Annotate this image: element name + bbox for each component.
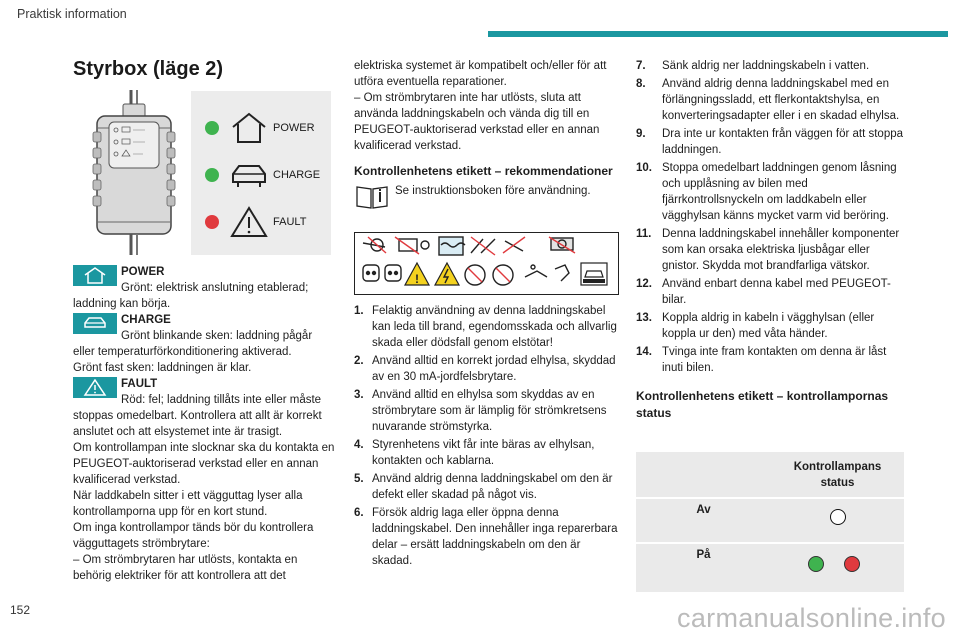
- rec-list-part-1: [354, 303, 622, 571]
- power-item: [73, 264, 335, 312]
- power-icon-box: [73, 265, 117, 286]
- vehicle-only-icon: [581, 263, 607, 285]
- lamp-off-icon: [830, 509, 846, 525]
- no-water-icon: [439, 237, 465, 255]
- no-adapter-icon: [549, 237, 575, 253]
- fault-text: Röd: fel; laddning tillåts inte eller måste stoppas omedelbart. Kontrollera att allt är korrekt anslutet och att elsystemet inte är trasigt.: [73, 394, 322, 438]
- no-damaged-cable-icon: [471, 237, 495, 255]
- instruction-book-icon: [354, 183, 390, 209]
- list-item: 12. Använd enbart denna kabel med PEUGEOT-bilar.: [636, 278, 891, 306]
- lamp-red-icon: [844, 556, 860, 572]
- recommendation-list-continued: [636, 58, 904, 376]
- no-extension-icon: [363, 237, 386, 253]
- power-label: POWER: [121, 266, 165, 278]
- warning-symbols-label: [354, 232, 619, 295]
- legend-label-fault: FAULT: [273, 216, 307, 228]
- list-item: 5. Använd aldrig denna laddningskabel om den är defekt eller skadad på något vis.: [354, 473, 613, 501]
- list-item: 11. Denna laddningskabel innehåller komponenter som kan orsaka elektriska ljusbågar eller gnistor. Skydda mot brandfarliga vätskor.: [636, 228, 900, 272]
- row-label-pa: På: [696, 549, 711, 561]
- col1-text: [73, 264, 335, 584]
- col1-para-3: Om inga kontrollampor tänds bör du kontrollera vägguttagets strömbrytare:: [73, 522, 314, 550]
- hand-icon: [555, 265, 569, 281]
- warning-triangle-icon: [229, 205, 269, 239]
- recommendation-list: [354, 303, 622, 569]
- car-icon: [83, 315, 107, 332]
- no-open-icon: [465, 265, 485, 285]
- status-led-red: [205, 215, 219, 229]
- rec-subheading: Kontrollenhetens etikett – rekommendationer: [354, 164, 613, 178]
- socket-icon: [363, 265, 379, 281]
- power-text: Grönt: elektrisk anslutning etablerad; laddning kan börja.: [73, 282, 309, 310]
- col2-cont-2: – Om strömbrytaren inte har utlösts, sluta att använda laddningskabeln och vända dig till en PEUGEOT-auktoriserad verkstad eller en annan kvalificerad verkstad.: [354, 92, 600, 152]
- no-multiplug-icon: [395, 237, 429, 254]
- list-item: 1. Felaktig användning av denna laddningskabel kan leda till brand, egendomsskada och allvarlig skada eller dödsfall genom elstötar!: [354, 305, 617, 349]
- table-row: [636, 544, 904, 594]
- col1-para-2: När laddkabeln sitter i ett vägguttag lyser alla kontrollamporna upp för en kort stund.: [73, 490, 303, 518]
- list-item: 3. Använd alltid en elhylsa som skyddas av en strömbrytare som är lämplig för strömkretsens nuvarande strömstyrka.: [354, 389, 607, 433]
- status-led-green: [205, 168, 219, 182]
- page-number: 152: [10, 603, 31, 617]
- row-label-av: Av: [696, 504, 711, 516]
- col1-para-4: – Om strömbrytaren har utlösts, kontakta en behörig elektriker för att kontrollera att det: [73, 554, 298, 582]
- lamp-green-icon: [808, 556, 824, 572]
- charge-label: CHARGE: [121, 314, 171, 326]
- list-item: 6. Försök aldrig laga eller öppna denna laddningskabel. Den innehåller inga reparerbara delar – ersätt laddningskabeln om den är skadad.: [354, 507, 618, 567]
- header-title: Praktisk information: [17, 7, 127, 21]
- charge-item: [73, 312, 335, 376]
- col2-intro: [354, 58, 622, 209]
- watermark: carmanualsonline.info: [677, 603, 946, 633]
- table-row: [636, 499, 904, 544]
- no-wet-hands-icon: [525, 265, 547, 277]
- svg-text:!: !: [415, 272, 419, 286]
- list-item: 7. Sänk aldrig ner laddningskabeln i vatten.: [636, 60, 870, 72]
- fault-label: FAULT: [121, 378, 158, 390]
- warning-triangle-icon: [83, 379, 107, 396]
- list-item: 9. Dra inte ur kontakten från väggen för att stoppa laddningen.: [636, 128, 904, 156]
- charge-text-2: Grönt fast sken: laddningen är klar.: [73, 362, 252, 374]
- warning-symbols: [355, 233, 618, 294]
- control-box-illustration: [87, 90, 183, 255]
- section-title: Styrbox (läge 2): [73, 58, 224, 80]
- legend-label-charge: CHARGE: [273, 169, 321, 181]
- electric-hazard-icon: [435, 263, 459, 285]
- rec-list-part-2: [636, 58, 904, 422]
- control-box-figure: [87, 90, 331, 255]
- col1-para-1: Om kontrollampan inte slocknar ska du kontakta en PEUGEOT-auktoriserad verkstad eller en annan kvalificerad verkstad.: [73, 442, 335, 486]
- charge-text: Grönt blinkande sken: laddning pågår eller temperaturförkonditionering aktiverad.: [73, 330, 313, 358]
- table-header-status: Kontrollampans status: [793, 461, 882, 489]
- legend-label-power: POWER: [273, 122, 315, 134]
- list-item: 10. Stoppa omedelbart laddningen genom låsning och upplåsning av bilen med fjärrkontrollsnyckeln om laddkabeln eller vägghylsan känns mycket varm vid beröring.: [636, 162, 897, 222]
- status-subheading: Kontrollenhetens etikett – kontrollampornas status: [636, 389, 889, 420]
- header-accent-bar: [488, 31, 948, 37]
- list-item: 14. Tvinga inte fram kontakten om denna är låst inuti bilen.: [636, 346, 887, 374]
- list-item: 13. Koppla aldrig in kabeln i vägghylsan (eller koppla ur den) med våta händer.: [636, 312, 875, 340]
- lamp-status-table: [636, 452, 904, 594]
- legend-row-power: [191, 109, 331, 149]
- list-item: 4. Styrenhetens vikt får inte bäras av elhylsan, kontakten och kablarna.: [354, 439, 595, 467]
- fault-icon-box: [73, 377, 117, 398]
- no-plug-pull-icon: [503, 237, 525, 253]
- house-icon: [229, 111, 269, 145]
- car-icon: [229, 158, 269, 192]
- warning-triangle-icon: [405, 263, 429, 286]
- status-legend: [191, 91, 331, 255]
- list-item: 8. Använd aldrig denna laddningskabel med en förlängningssladd, ett flerkontaktshylsa, en konverteringsadapter eller i en skadad elhylsa.: [636, 78, 900, 122]
- no-repair-icon: [493, 265, 513, 285]
- socket-icon: [385, 265, 401, 281]
- col2-cont-1: elektriska systemet är kompatibelt och/eller för att utföra eventuella reparationer.: [354, 60, 607, 88]
- table-header-row: [636, 452, 904, 499]
- list-item: 2. Använd alltid en korrekt jordad elhylsa, skyddad av en 30 mA-jordfelsbrytare.: [354, 355, 616, 383]
- fault-item: [73, 376, 335, 440]
- house-icon: [83, 267, 107, 284]
- book-note-text: Se instruktionsboken före användning.: [395, 185, 591, 197]
- legend-row-fault: [191, 203, 331, 243]
- status-led-green: [205, 121, 219, 135]
- legend-row-charge: [191, 156, 331, 196]
- charge-icon-box: [73, 313, 117, 334]
- book-note: [354, 183, 622, 209]
